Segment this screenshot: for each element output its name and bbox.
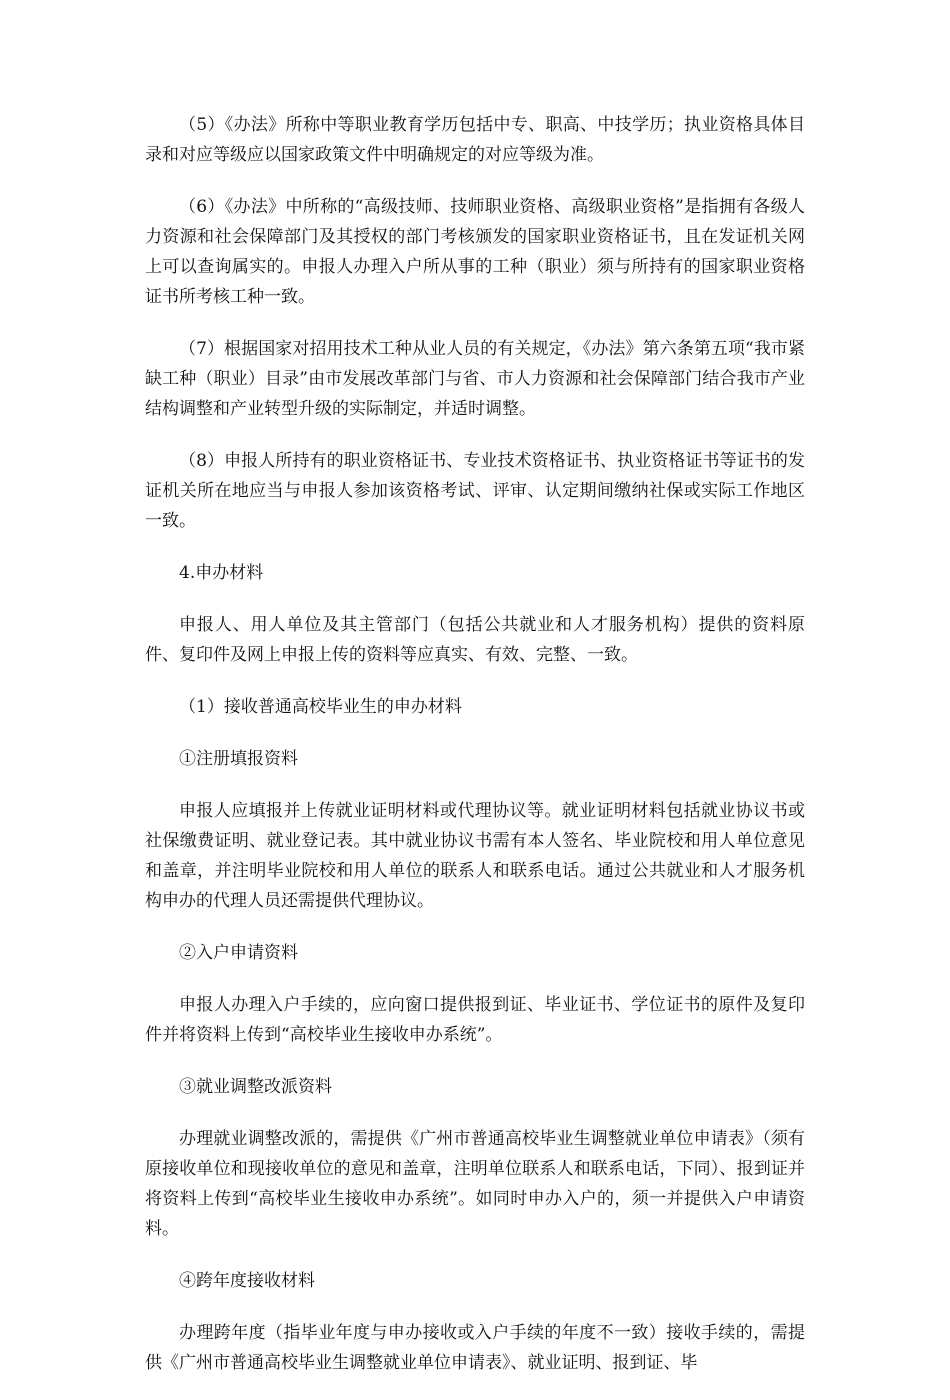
subheading-registration: ①注册填报资料 [179, 749, 298, 769]
paragraph-registration: 申报人应填报并上传就业证明材料或代理协议等。就业证明材料包括就业协议书或社保缴费证明、就业登记表。其中就业协议书需有本人签名、毕业院校和用人单位意见和盖章，并注明毕业院校和用人单位的联系人和联系电话。通过公共就业和人才服务机构申办的代理人员还需提供代理协议。 [145, 801, 805, 911]
paragraph-item-8: （8）申报人所持有的职业资格证书、专业技术资格证书、执业资格证书等证书的发证机关所在地应当与申报人参加该资格考试、评审、认定期间缴纳社保或实际工作地区一致。 [145, 451, 805, 531]
document-body [145, 110, 805, 1400]
paragraph-materials-intro: 申报人、用人单位及其主管部门（包括公共就业和人才服务机构）提供的资料原件、复印件及网上申报上传的资料等应真实、有效、完整、一致。 [145, 615, 805, 665]
paragraph-cross-year: 办理跨年度（指毕业年度与申办接收或入户手续的年度不一致）接收手续的，需提供《广州市普通高校毕业生调整就业单位申请表》、就业证明、报到证、毕 [145, 1323, 805, 1373]
paragraph-item-5: （5）《办法》所称中等职业教育学历包括中专、职高、中技学历；执业资格具体目录和对应等级应以国家政策文件中明确规定的对应等级为准。 [145, 115, 805, 165]
section-heading-materials: 4.申办材料 [179, 563, 264, 583]
paragraph-household-application: 申报人办理入户手续的，应向窗口提供报到证、毕业证书、学位证书的原件及复印件并将资料上传到“高校毕业生接收申办系统”。 [145, 995, 805, 1045]
paragraph-item-7: （7）根据国家对招用技术工种从业人员的有关规定，《办法》第六条第五项“我市紧缺工种（职业）目录”由市发展改革部门与省、市人力资源和社会保障部门结合我市产业结构调整和产业转型升级的实际制定，并适时调整。 [145, 339, 805, 419]
subheading-cross-year: ④跨年度接收材料 [179, 1271, 315, 1291]
subheading-graduates: （1）接收普通高校毕业生的申办材料 [179, 697, 462, 717]
subheading-reassignment: ③就业调整改派资料 [179, 1077, 332, 1097]
paragraph-item-6: （6）《办法》中所称的“高级技师、技师职业资格、高级职业资格”是指拥有各级人力资源和社会保障部门及其授权的部门考核颁发的国家职业资格证书，且在发证机关网上可以查询属实的。申报人办理入户所从事的工种（职业）须与所持有的国家职业资格证书所考核工种一致。 [145, 197, 805, 307]
subheading-household-application: ②入户申请资料 [179, 943, 298, 963]
paragraph-reassignment: 办理就业调整改派的，需提供《广州市普通高校毕业生调整就业单位申请表》（须有原接收单位和现接收单位的意见和盖章，注明单位联系人和联系电话，下同）、报到证并将资料上传到“高校毕业生接收申办系统”。如同时申办入户的，须一并提供入户申请资料。 [145, 1129, 805, 1239]
